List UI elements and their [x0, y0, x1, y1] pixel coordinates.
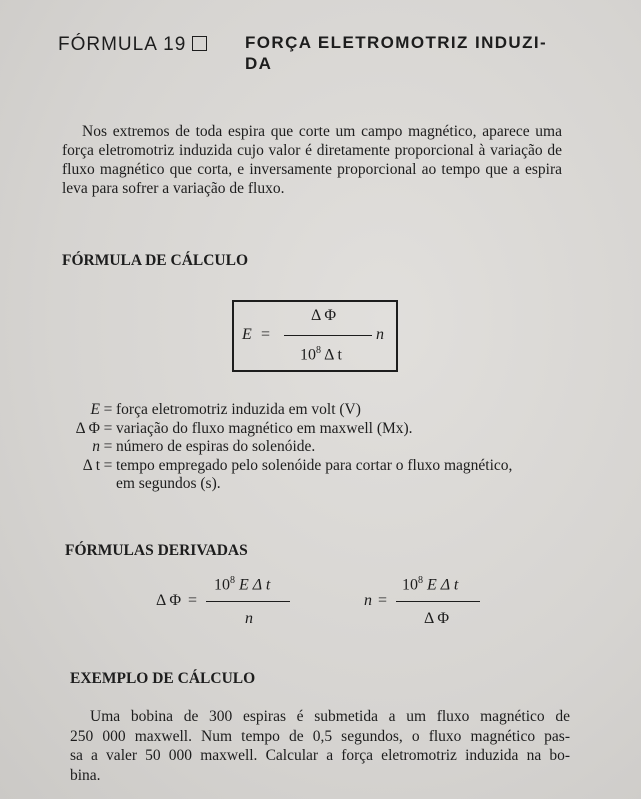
derived-1-fraction-line	[206, 601, 290, 602]
example-line-1: Uma bobina de 300 espiras é submetida a um fluxo magnético de	[90, 708, 570, 725]
intro-paragraph: Nos extremos de toda espira que corte um campo magnético, aparece uma força eletromotriz induzida cujo valor é diretamente proporcional à variação de fluxo magnético que corta, e inversamente proporcional ao tempo que a espira leva para sofrer a variação de fluxo.	[62, 123, 562, 197]
variable-description-cont: em segundos (s).	[116, 475, 221, 492]
variable-description: número de espiras do solenóide.	[116, 438, 316, 455]
derived-1-lhs: Δ Φ	[156, 592, 182, 609]
title-line-1: FORÇA ELETROMOTRIZ INDUZI-	[245, 33, 548, 52]
variable-row	[46, 438, 576, 457]
main-formula-box	[232, 300, 398, 372]
example-line-3: sa a valer 50 000 maxwell. Calcular a força eletromotriz induzida na bo-	[70, 747, 570, 764]
variable-row	[46, 420, 576, 439]
derived-2-equals: =	[378, 592, 388, 609]
variable-equals: =	[103, 401, 113, 418]
variable-description: força eletromotriz induzida em volt (V)	[116, 401, 361, 418]
derived-formula-2	[358, 572, 488, 632]
derived-1-equals: =	[188, 592, 198, 609]
example-line-2: 250 000 maxwell. Num tempo de 0,5 segundos, o fluxo magnético pas-	[70, 727, 570, 745]
variable-row	[46, 457, 576, 494]
variable-row	[46, 401, 576, 420]
formula-label: FÓRMULA 19	[58, 34, 187, 55]
derived-1-numerator: $10^8$ E Δ t	[214, 575, 271, 594]
derived-2-lhs: n	[364, 592, 372, 609]
square-icon	[192, 36, 207, 51]
variable-equals: =	[103, 438, 113, 455]
formula-number	[58, 34, 207, 56]
example-heading: EXEMPLO DE CÁLCULO	[70, 670, 256, 687]
formula-multiplier: n	[376, 326, 384, 343]
variable-symbol: Δ Φ	[75, 419, 100, 437]
example-line-4: bina.	[70, 766, 101, 784]
derived-1-denominator: n	[245, 610, 253, 627]
example-paragraph	[70, 707, 570, 785]
derived-heading: FÓRMULAS DERIVADAS	[65, 542, 248, 559]
derived-2-denominator: Δ Φ	[424, 610, 450, 627]
variable-equals: =	[103, 456, 113, 474]
variable-symbol: E	[90, 401, 100, 418]
derived-formula-1	[150, 572, 300, 632]
variable-symbol: Δ t	[82, 456, 100, 474]
page-title	[245, 32, 575, 74]
variable-symbol: n	[92, 438, 100, 455]
formula-denominator: $10^8$ Δ t	[300, 345, 342, 364]
title-line-2: DA	[245, 54, 273, 73]
formula-numerator: Δ Φ	[311, 307, 337, 324]
variables-list	[46, 401, 576, 494]
formula-equals: =	[261, 326, 271, 343]
derived-2-fraction-line	[396, 601, 480, 602]
variable-description: tempo empregado pelo solenóide para cortar o fluxo magnético,	[116, 456, 513, 474]
formula-fraction-line	[284, 335, 372, 336]
calc-heading: FÓRMULA DE CÁLCULO	[62, 252, 249, 269]
formula-lhs: E	[242, 326, 252, 343]
variable-equals: =	[103, 419, 113, 437]
variable-description: variação do fluxo magnético em maxwell (Mx).	[116, 419, 413, 437]
derived-2-numerator: $10^8$ E Δ t	[402, 575, 459, 594]
